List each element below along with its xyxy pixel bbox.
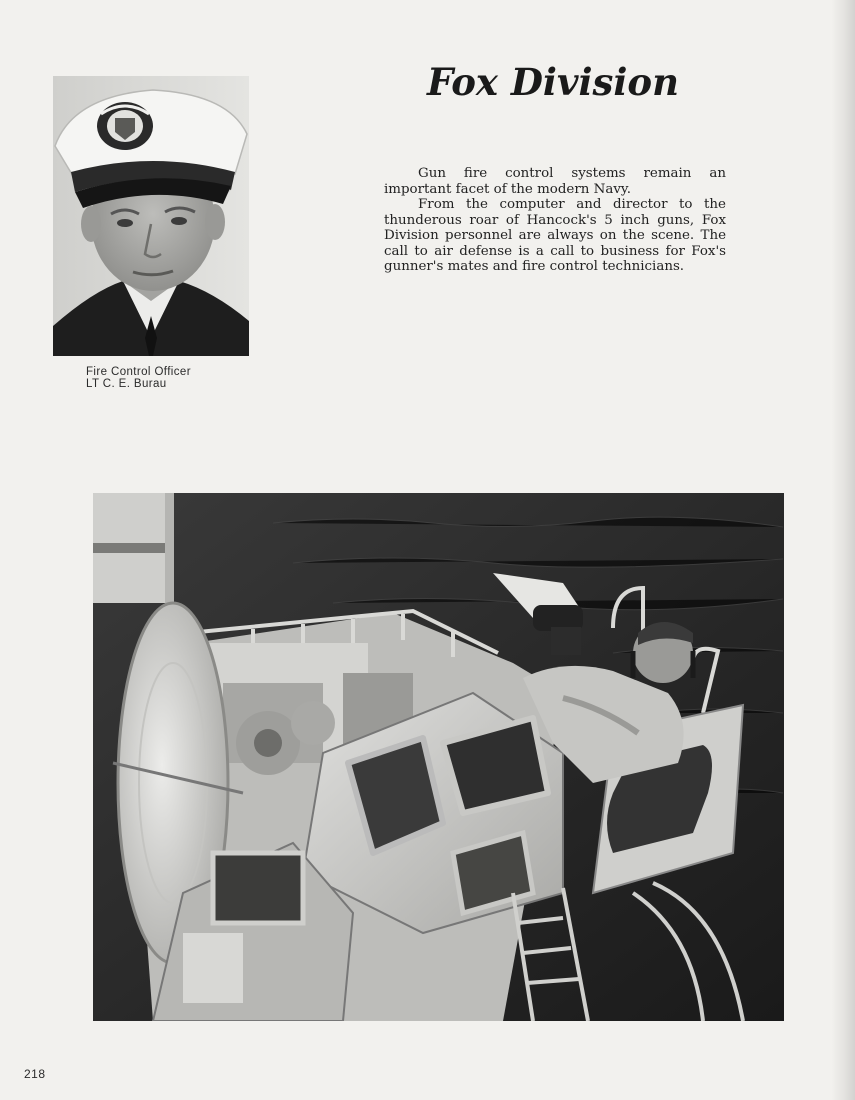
page-title: Fox Division <box>426 60 680 104</box>
portrait-caption <box>86 366 191 390</box>
article-body <box>384 166 726 275</box>
page-number: 218 <box>24 1067 46 1081</box>
caption-title: Fire Control Officer <box>86 366 191 378</box>
caption-name: LT C. E. Burau <box>86 378 167 390</box>
article-paragraph-1: Gun fire control systems remain an important facet of the modern Navy. <box>384 166 726 197</box>
director-photo <box>93 493 784 1021</box>
officer-portrait <box>53 76 249 356</box>
page-edge-shadow <box>831 0 855 1100</box>
article-paragraph-2: From the computer and director to the thunderous roar of Hancock's 5 inch guns, Fox Division personnel are always on the scene. The call to air defense is a call to business for Fox's gunner's mates and fire control technicians. <box>384 197 726 274</box>
